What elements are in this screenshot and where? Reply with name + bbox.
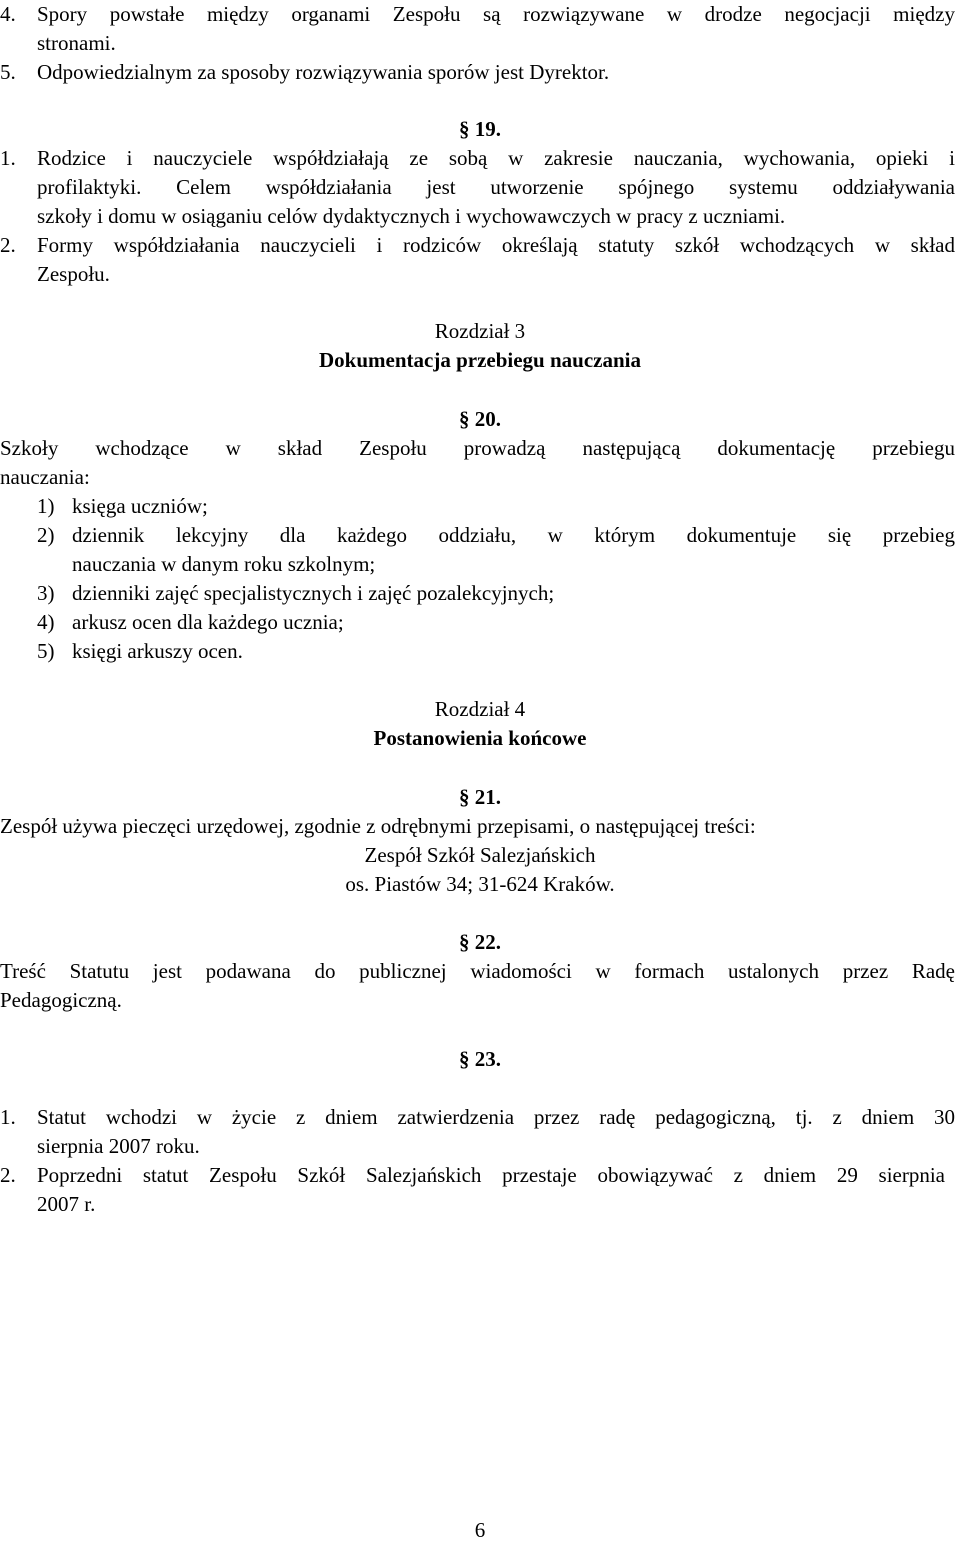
- chapter-title: Dokumentacja przebiegu nauczania: [319, 348, 641, 372]
- paragraph-line: nauczania:: [0, 465, 90, 489]
- paragraph-line: profilaktyki. Celem współdziałania jest utworzenie spójnego systemu oddziaływania: [37, 175, 955, 199]
- paragraph-line: Zespół używa pieczęci urzędowej, zgodnie z odrębnymi przepisami, o następującej treści:: [0, 814, 756, 838]
- section-heading-20: § 20.: [459, 407, 501, 431]
- item-number: 1.: [0, 1105, 16, 1129]
- section-heading-22: § 22.: [459, 930, 501, 954]
- stamp-text-line: os. Piastów 34; 31-624 Kraków.: [345, 872, 615, 896]
- list-item-number: 3): [37, 581, 55, 605]
- section-heading-21: § 21.: [459, 785, 501, 809]
- paragraph-line: stronami.: [37, 31, 116, 55]
- item-number: 2.: [0, 233, 16, 257]
- paragraph-line: Pedagogiczną.: [0, 988, 122, 1012]
- paragraph-line: 2007 r.: [37, 1192, 96, 1216]
- chapter-label: Rozdział 4: [434, 697, 526, 721]
- paragraph-line: Rodzice i nauczyciele współdziałają ze sobą w zakresie nauczania, wychowania, opieki i: [37, 146, 955, 170]
- paragraph-line: Statut wchodzi w życie z dniem zatwierdzenia przez radę pedagogiczną, tj. z dniem 30: [37, 1105, 955, 1129]
- paragraph-line: Zespołu.: [37, 262, 110, 286]
- list-item-number: 4): [37, 610, 55, 634]
- list-item: dzienniki zajęć specjalistycznych i zajęć pozalekcyjnych;: [72, 581, 555, 605]
- list-item-number: 5): [37, 639, 55, 663]
- list-item: dziennik lekcyjny dla każdego oddziału, w którym dokumentuje się przebieg: [72, 523, 955, 547]
- paragraph-line: sierpnia 2007 roku.: [37, 1134, 200, 1158]
- section-heading-19: § 19.: [459, 117, 501, 141]
- stamp-text-line: Zespół Szkół Salezjańskich: [364, 843, 596, 867]
- paragraph-line: Treść Statutu jest podawana do publicznej wiadomości w formach ustalonych przez Radę: [0, 959, 955, 983]
- list-item-number: 1): [37, 494, 55, 518]
- page-number: 6: [474, 1518, 486, 1542]
- paragraph-line: Poprzedni statut Zespołu Szkół Salezjańskich przestaje obowiązywać z dniem 29 sierpnia: [37, 1163, 945, 1187]
- paragraph-line: Formy współdziałania nauczycieli i rodziców określają statuty szkół wchodzących w skład: [37, 233, 955, 257]
- item-number: 4.: [0, 2, 16, 26]
- section-heading-23: § 23.: [459, 1047, 501, 1071]
- paragraph-line: Odpowiedzialnym za sposoby rozwiązywania sporów jest Dyrektor.: [37, 60, 610, 84]
- item-number: 1.: [0, 146, 16, 170]
- list-item-continuation: nauczania w danym roku szkolnym;: [72, 552, 376, 576]
- paragraph-line: szkoły i domu w osiąganiu celów dydaktycznych i wychowawczych w pracy z uczniami.: [37, 204, 786, 228]
- item-number: 2.: [0, 1163, 16, 1187]
- chapter-title: Postanowienia końcowe: [373, 726, 587, 750]
- paragraph-line: Szkoły wchodzące w skład Zespołu prowadzą następującą dokumentację przebiegu: [0, 436, 955, 460]
- list-item-number: 2): [37, 523, 55, 547]
- list-item: księga uczniów;: [72, 494, 208, 518]
- chapter-label: Rozdział 3: [434, 319, 526, 343]
- list-item: księgi arkuszy ocen.: [72, 639, 243, 663]
- item-number: 5.: [0, 60, 16, 84]
- list-item: arkusz ocen dla każdego ucznia;: [72, 610, 344, 634]
- paragraph-line: Spory powstałe między organami Zespołu są rozwiązywane w drodze negocjacji między: [37, 2, 955, 26]
